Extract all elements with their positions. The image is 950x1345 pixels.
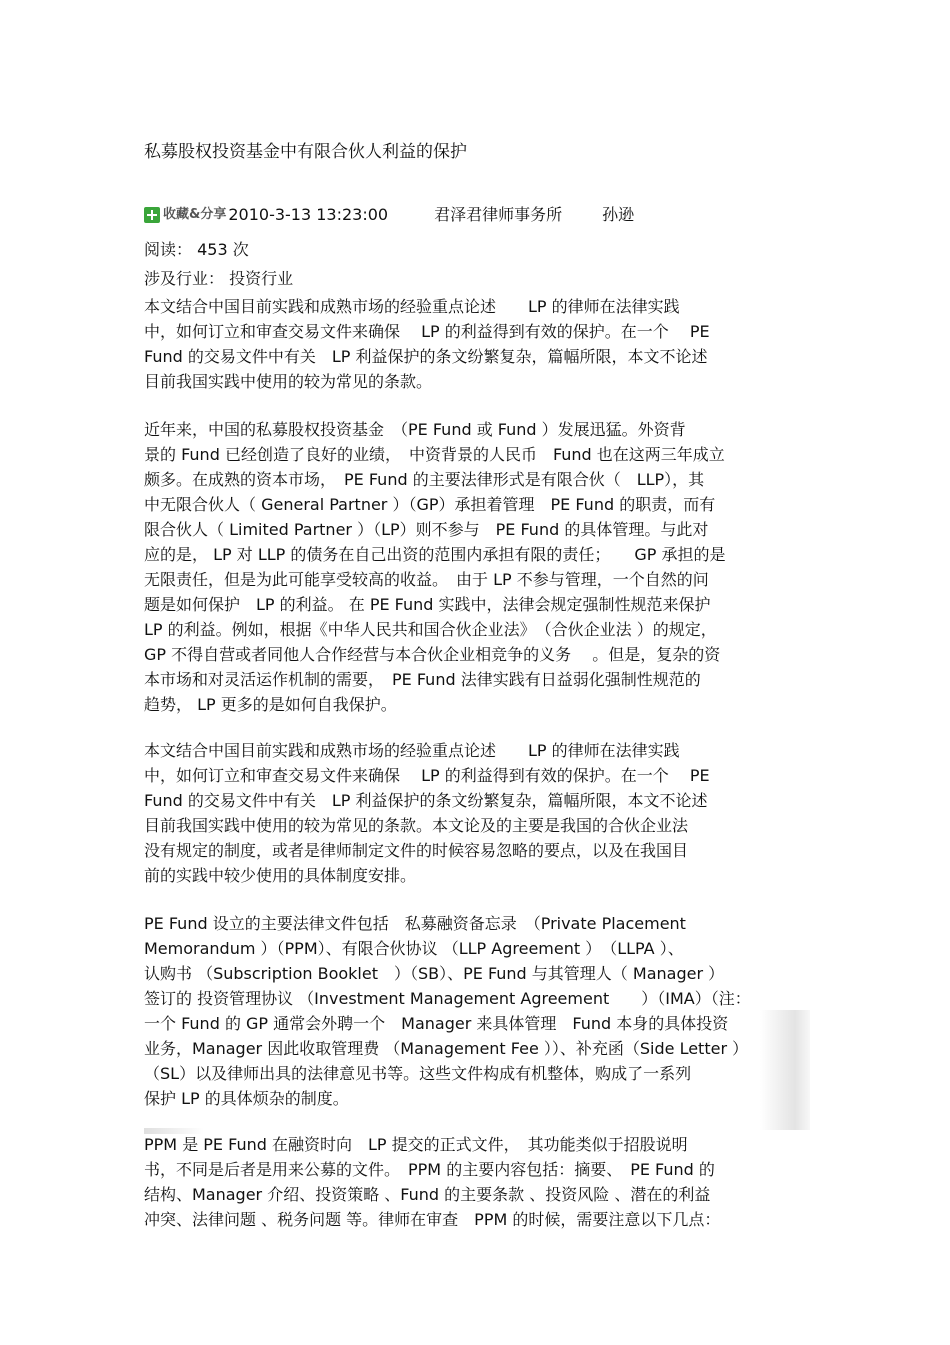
paragraph-line: 保护 LP 的具体烦杂的制度。 [144,1089,349,1108]
paragraph-line: 限合伙人（ Limited Partner ）（LP）则不参与 PE Fund 的具体管理。与此对 [144,520,709,539]
publish-datetime: 2010-3-13 13:23:00 [228,205,389,224]
paragraph-line: 书，不同是后者是用来公募的文件。 PPM 的主要内容包括：摘要、 PE Fund 的 [144,1160,715,1179]
paragraph-line: 认购书 （Subscription Booklet ）（SB）、PE Fund 与其管理人（ Manager ） [144,964,725,983]
paragraph-line: PE Fund 设立的主要法律文件包括 私募融资备忘录 （Private Placement [144,914,686,933]
paragraph-line: 签订的 投资管理协议 （Investment Management Agreement ）（IMA）（注： [144,989,751,1008]
article-title: 私募股权投资基金中有限合伙人利益的保护 [144,142,467,162]
author: 孙逊 [602,205,635,224]
paragraph-line: 中，如何订立和审查交易文件来确保 LP 的利益得到有效的保护。在一个 PE [144,322,710,341]
law-firm: 君泽君律师事务所 [434,205,563,224]
plus-icon [144,207,160,223]
paragraph-line: 景的 Fund 已经创造了良好的业绩， 中资背景的人民币 Fund 也在这两三年成立 [144,445,725,464]
paragraph-line: LP 的利益。例如，根据《中华人民共和国合伙企业法》 （合伙企业法 ）的规定， [144,620,717,639]
article-meta [144,203,634,227]
paragraph [144,294,808,394]
paragraph-line: 冲突、法律问题 、税务问题 等。律师在审查 PPM 的时候，需要注意以下几点： [144,1210,721,1229]
paragraph-line: 中，如何订立和审查交易文件来确保 LP 的利益得到有效的保护。在一个 PE [144,766,710,785]
paragraph-line: 近年来，中国的私募股权投资基金 （PE Fund 或 Fund ）发展迅猛。外资背 [144,420,686,439]
paragraph-line: 结构、Manager 介绍、投资策略 、Fund 的主要条款 、投资风险 、潜在的利益 [144,1185,711,1204]
paragraph-line: Fund 的交易文件中有关 LP 利益保护的条文纷繁复杂，篇幅所限，本文不论述 [144,791,708,810]
share-label: 收藏&分享 [163,207,227,222]
read-count: 阅读： 453 次 [144,240,249,259]
paragraph-line: PPM 是 PE Fund 在融资时向 LP 提交的正式文件， 其功能类似于招股说明 [144,1135,688,1154]
paragraph-line: 前的实践中较少使用的具体制度安排。 [144,866,417,885]
paragraph [144,911,808,1111]
paragraph-line: 颇多。在成熟的资本市场， PE Fund 的主要法律形式是有限合伙（ LLP），其 [144,470,705,489]
industry-tag: 涉及行业： 投资行业 [144,269,294,288]
paragraph-line: 一个 Fund 的 GP 通常会外聘一个 Manager 来具体管理 Fund 本身的具体投资 [144,1014,729,1033]
paragraph-line: GP 不得自营或者同他人合作经营与本合伙企业相竞争的义务 。但是，复杂的资 [144,645,721,664]
paragraph-line: 无限责任，但是为此可能享受较高的收益。 由于 LP 不参与管理，一个自然的问 [144,570,709,589]
paragraph-line: 题是如何保护 LP 的利益。 在 PE Fund 实践中，法律会规定强制性规范来保护 [144,595,711,614]
paragraph-line: 目前我国实践中使用的较为常见的条款。本文论及的主要是我国的合伙企业法 [144,816,689,835]
paragraph-line: 本市场和对灵活运作机制的需要， PE Fund 法律实践有日益弱化强制性规范的 [144,670,701,689]
paragraph [144,1132,808,1232]
paragraph-line: 趋势， LP 更多的是如何自我保护。 [144,695,397,714]
paragraph-line: 应的是， LP 对 LLP 的债务在自己出资的范围内承担有限的责任； GP 承担的是 [144,545,726,564]
paragraph-line: Memorandum ）（PPM）、有限合伙协议 （LLP Agreement ） （LLPA ）、 [144,939,684,958]
paragraph-line: 本文结合中国目前实践和成熟市场的经验重点论述 LP 的律师在法律实践 [144,297,680,316]
paragraph [144,417,808,717]
paragraph-line: 业务，Manager 因此收取管理费 （Management Fee ））、补充函（Side Letter ） [144,1039,749,1058]
paragraph [144,738,808,888]
paragraph-line: 中无限合伙人（ General Partner ）（GP）承担着管理 PE Fund 的职责，而有 [144,495,716,514]
paragraph-line: （SL）以及律师出具的法律意见书等。这些文件构成有机整体，购成了一系列 [144,1064,692,1083]
paragraph-line: Fund 的交易文件中有关 LP 利益保护的条文纷繁复杂，篇幅所限，本文不论述 [144,347,708,366]
paragraph-line: 目前我国实践中使用的较为常见的条款。 [144,372,433,391]
paragraph-line: 本文结合中国目前实践和成熟市场的经验重点论述 LP 的律师在法律实践 [144,741,680,760]
bookmark-share-button[interactable] [144,206,226,224]
paragraph-line: 没有规定的制度，或者是律师制定文件的时候容易忽略的要点，以及在我国目 [144,841,689,860]
